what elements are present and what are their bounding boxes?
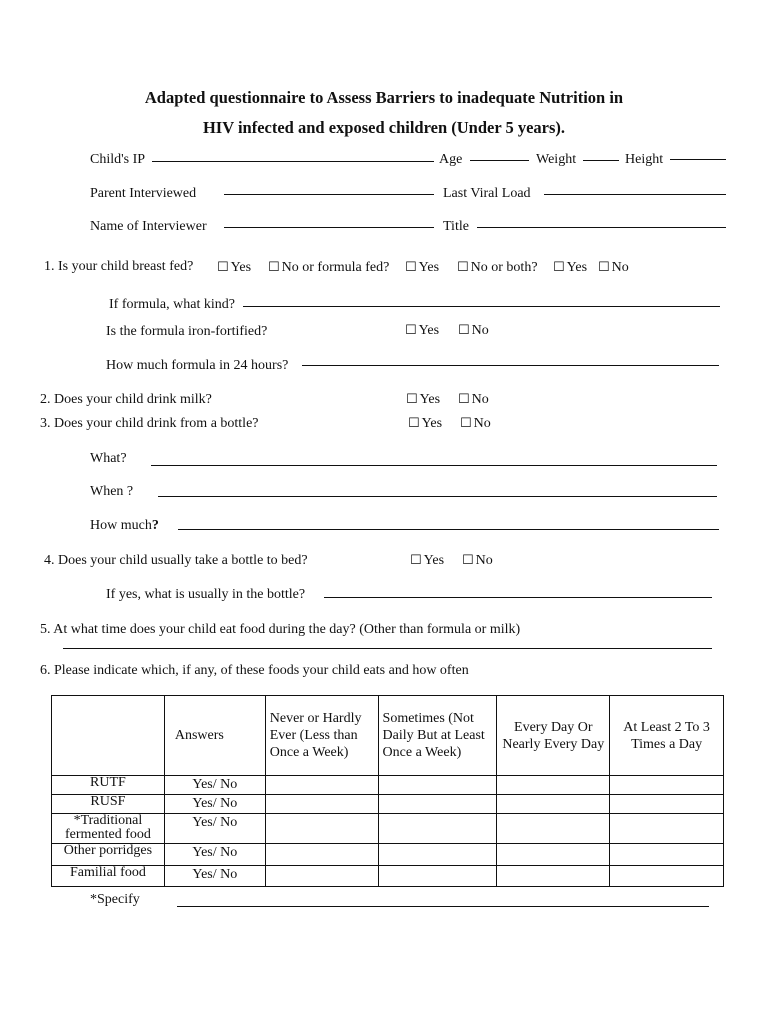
q1-no-both-checkbox[interactable] [457, 260, 538, 276]
at-least-cell[interactable] [610, 795, 724, 814]
sometimes-cell[interactable] [378, 866, 497, 887]
never-cell[interactable] [265, 795, 378, 814]
checkbox-icon [458, 323, 472, 338]
q3-yes-checkbox[interactable] [408, 416, 442, 432]
title-field[interactable] [477, 227, 726, 228]
never-cell[interactable] [265, 776, 378, 795]
every-day-cell[interactable] [497, 814, 610, 844]
q3-when-field[interactable] [158, 496, 717, 497]
header-answers: Answers [164, 696, 265, 776]
checkbox-icon [408, 416, 422, 431]
checkbox-label: No or formula fed? [281, 260, 390, 275]
name-of-interviewer-field[interactable] [224, 227, 434, 228]
q3-drink-bottle-text: 3. Does your child drink from a bottle? [40, 416, 259, 431]
table-row [52, 866, 724, 887]
header-at-least: At Least 2 To 3 Times a Day [610, 696, 724, 776]
never-cell[interactable] [265, 866, 378, 887]
last-viral-load-label: Last Viral Load [443, 186, 531, 201]
food-frequency-table [51, 695, 724, 887]
table-row [52, 814, 724, 844]
never-cell[interactable] [265, 844, 378, 866]
checkbox-label: Yes [418, 260, 440, 275]
childs-ip-field[interactable] [152, 161, 434, 162]
sometimes-cell[interactable] [378, 795, 497, 814]
q4-if-yes-field[interactable] [324, 597, 712, 598]
q3-what-label: What? [90, 451, 127, 466]
age-field[interactable] [470, 160, 529, 161]
every-day-cell[interactable] [497, 776, 610, 795]
q1-formula-kind-field[interactable] [243, 306, 720, 307]
answer-cell[interactable]: Yes/ No [164, 776, 265, 795]
table-row [52, 844, 724, 866]
checkbox-icon [462, 553, 476, 568]
food-name: RUTF [52, 776, 165, 795]
q2-yes-checkbox[interactable] [406, 392, 440, 408]
title-label: Title [443, 219, 469, 234]
q6-foods-text: 6. Please indicate which, if any, of these foods your child eats and how often [40, 663, 469, 678]
name-of-interviewer-label: Name of Interviewer [90, 219, 207, 234]
q1-formula-amount-label: How much formula in 24 hours? [106, 358, 289, 373]
checkbox-label: No [611, 260, 629, 275]
food-name: Other porridges [52, 844, 165, 866]
age-label: Age [439, 152, 463, 167]
answer-cell[interactable]: Yes/ No [164, 844, 265, 866]
checkbox-label: Yes [418, 323, 440, 338]
checkbox-icon [553, 260, 567, 275]
checkbox-label: Yes [423, 553, 445, 568]
table-row [52, 795, 724, 814]
how-much-question-mark: ? [151, 518, 159, 533]
at-least-cell[interactable] [610, 776, 724, 795]
q3-what-field[interactable] [151, 465, 717, 466]
header-sometimes: Sometimes (Not Daily But at Least Once a Week) [378, 696, 497, 776]
checkbox-icon [268, 260, 282, 275]
checkbox-icon [410, 553, 424, 568]
checkbox-label: Yes [419, 392, 441, 407]
weight-label: Weight [536, 152, 577, 167]
every-day-cell[interactable] [497, 866, 610, 887]
checkbox-icon [457, 260, 471, 275]
q5-answer-field[interactable] [63, 648, 712, 649]
sometimes-cell[interactable] [378, 814, 497, 844]
q4-no-checkbox[interactable] [462, 553, 493, 569]
at-least-cell[interactable] [610, 814, 724, 844]
q1-iron-no-checkbox[interactable] [458, 323, 489, 339]
checkbox-label: No [471, 323, 489, 338]
checkbox-label: No [473, 416, 491, 431]
height-label: Height [625, 152, 664, 167]
food-name: RUSF [52, 795, 165, 814]
header-never: Never or Hardly Ever (Less than Once a Week) [265, 696, 378, 776]
page-title-line-1: Adapted questionnaire to Assess Barriers to inadequate Nutrition in [144, 88, 624, 107]
q1-formula-yes-checkbox[interactable] [405, 260, 439, 276]
q1-breast-fed-text: 1. Is your child breast fed? [44, 259, 194, 274]
q1-iron-fortified-text: Is the formula iron-fortified? [106, 324, 268, 339]
q3-no-checkbox[interactable] [460, 416, 491, 432]
q4-bottle-to-bed-text: 4. Does your child usually take a bottle to bed? [44, 553, 308, 568]
q1-formula-amount-field[interactable] [302, 365, 719, 366]
q1-no-formula-checkbox[interactable] [268, 260, 389, 276]
answer-cell[interactable]: Yes/ No [164, 795, 265, 814]
q4-yes-checkbox[interactable] [410, 553, 444, 569]
how-much-text: How much [90, 518, 152, 533]
table-header-row [52, 696, 724, 776]
q1-both-no-checkbox[interactable] [598, 260, 629, 276]
last-viral-load-field[interactable] [544, 194, 726, 195]
parent-interviewed-field[interactable] [224, 194, 434, 195]
every-day-cell[interactable] [497, 795, 610, 814]
checkbox-label: Yes [566, 260, 588, 275]
checkbox-label: No [471, 392, 489, 407]
answer-cell[interactable]: Yes/ No [164, 866, 265, 887]
q1-iron-yes-checkbox[interactable] [405, 323, 439, 339]
q5-eat-time-text: 5. At what time does your child eat food during the day? (Other than formula or milk) [40, 622, 521, 637]
table-row [52, 776, 724, 795]
specify-label: *Specify [90, 892, 140, 907]
q4-if-yes-label: If yes, what is usually in the bottle? [106, 587, 306, 602]
q3-how-much-label [90, 518, 159, 534]
q1-both-yes-checkbox[interactable] [553, 260, 587, 276]
at-least-cell[interactable] [610, 844, 724, 866]
checkbox-icon [460, 416, 474, 431]
q3-how-much-field[interactable] [178, 529, 719, 530]
at-least-cell[interactable] [610, 866, 724, 887]
checkbox-icon [405, 323, 419, 338]
q2-no-checkbox[interactable] [458, 392, 489, 408]
weight-field[interactable] [583, 160, 619, 161]
checkbox-icon [458, 392, 472, 407]
never-cell[interactable] [265, 814, 378, 844]
every-day-cell[interactable] [497, 844, 610, 866]
checkbox-label: Yes [230, 260, 252, 275]
page-title-line-2: HIV infected and exposed children (Under 5 years). [202, 118, 566, 137]
checkbox-icon [406, 392, 420, 407]
q2-drink-milk-text: 2. Does your child drink milk? [40, 392, 212, 407]
sometimes-cell[interactable] [378, 844, 497, 866]
checkbox-icon [217, 260, 231, 275]
q3-when-label: When ? [90, 484, 134, 499]
food-name: Familial food [52, 866, 165, 887]
q1-breastfed-yes-checkbox[interactable] [217, 260, 251, 276]
answer-cell[interactable]: Yes/ No [164, 814, 265, 844]
childs-ip-label: Child's IP [90, 152, 146, 167]
checkbox-icon [598, 260, 612, 275]
checkbox-label: No or both? [470, 260, 538, 275]
parent-interviewed-label: Parent Interviewed [90, 186, 197, 201]
q1-formula-kind-label: If formula, what kind? [109, 297, 235, 312]
specify-field[interactable] [177, 906, 709, 907]
height-field[interactable] [670, 159, 726, 160]
checkbox-label: Yes [421, 416, 443, 431]
header-food-cell [52, 696, 165, 776]
header-every-day: Every Day Or Nearly Every Day [497, 696, 610, 776]
checkbox-icon [405, 260, 419, 275]
checkbox-label: No [475, 553, 493, 568]
food-name: *Traditional fermented food [52, 814, 165, 844]
sometimes-cell[interactable] [378, 776, 497, 795]
